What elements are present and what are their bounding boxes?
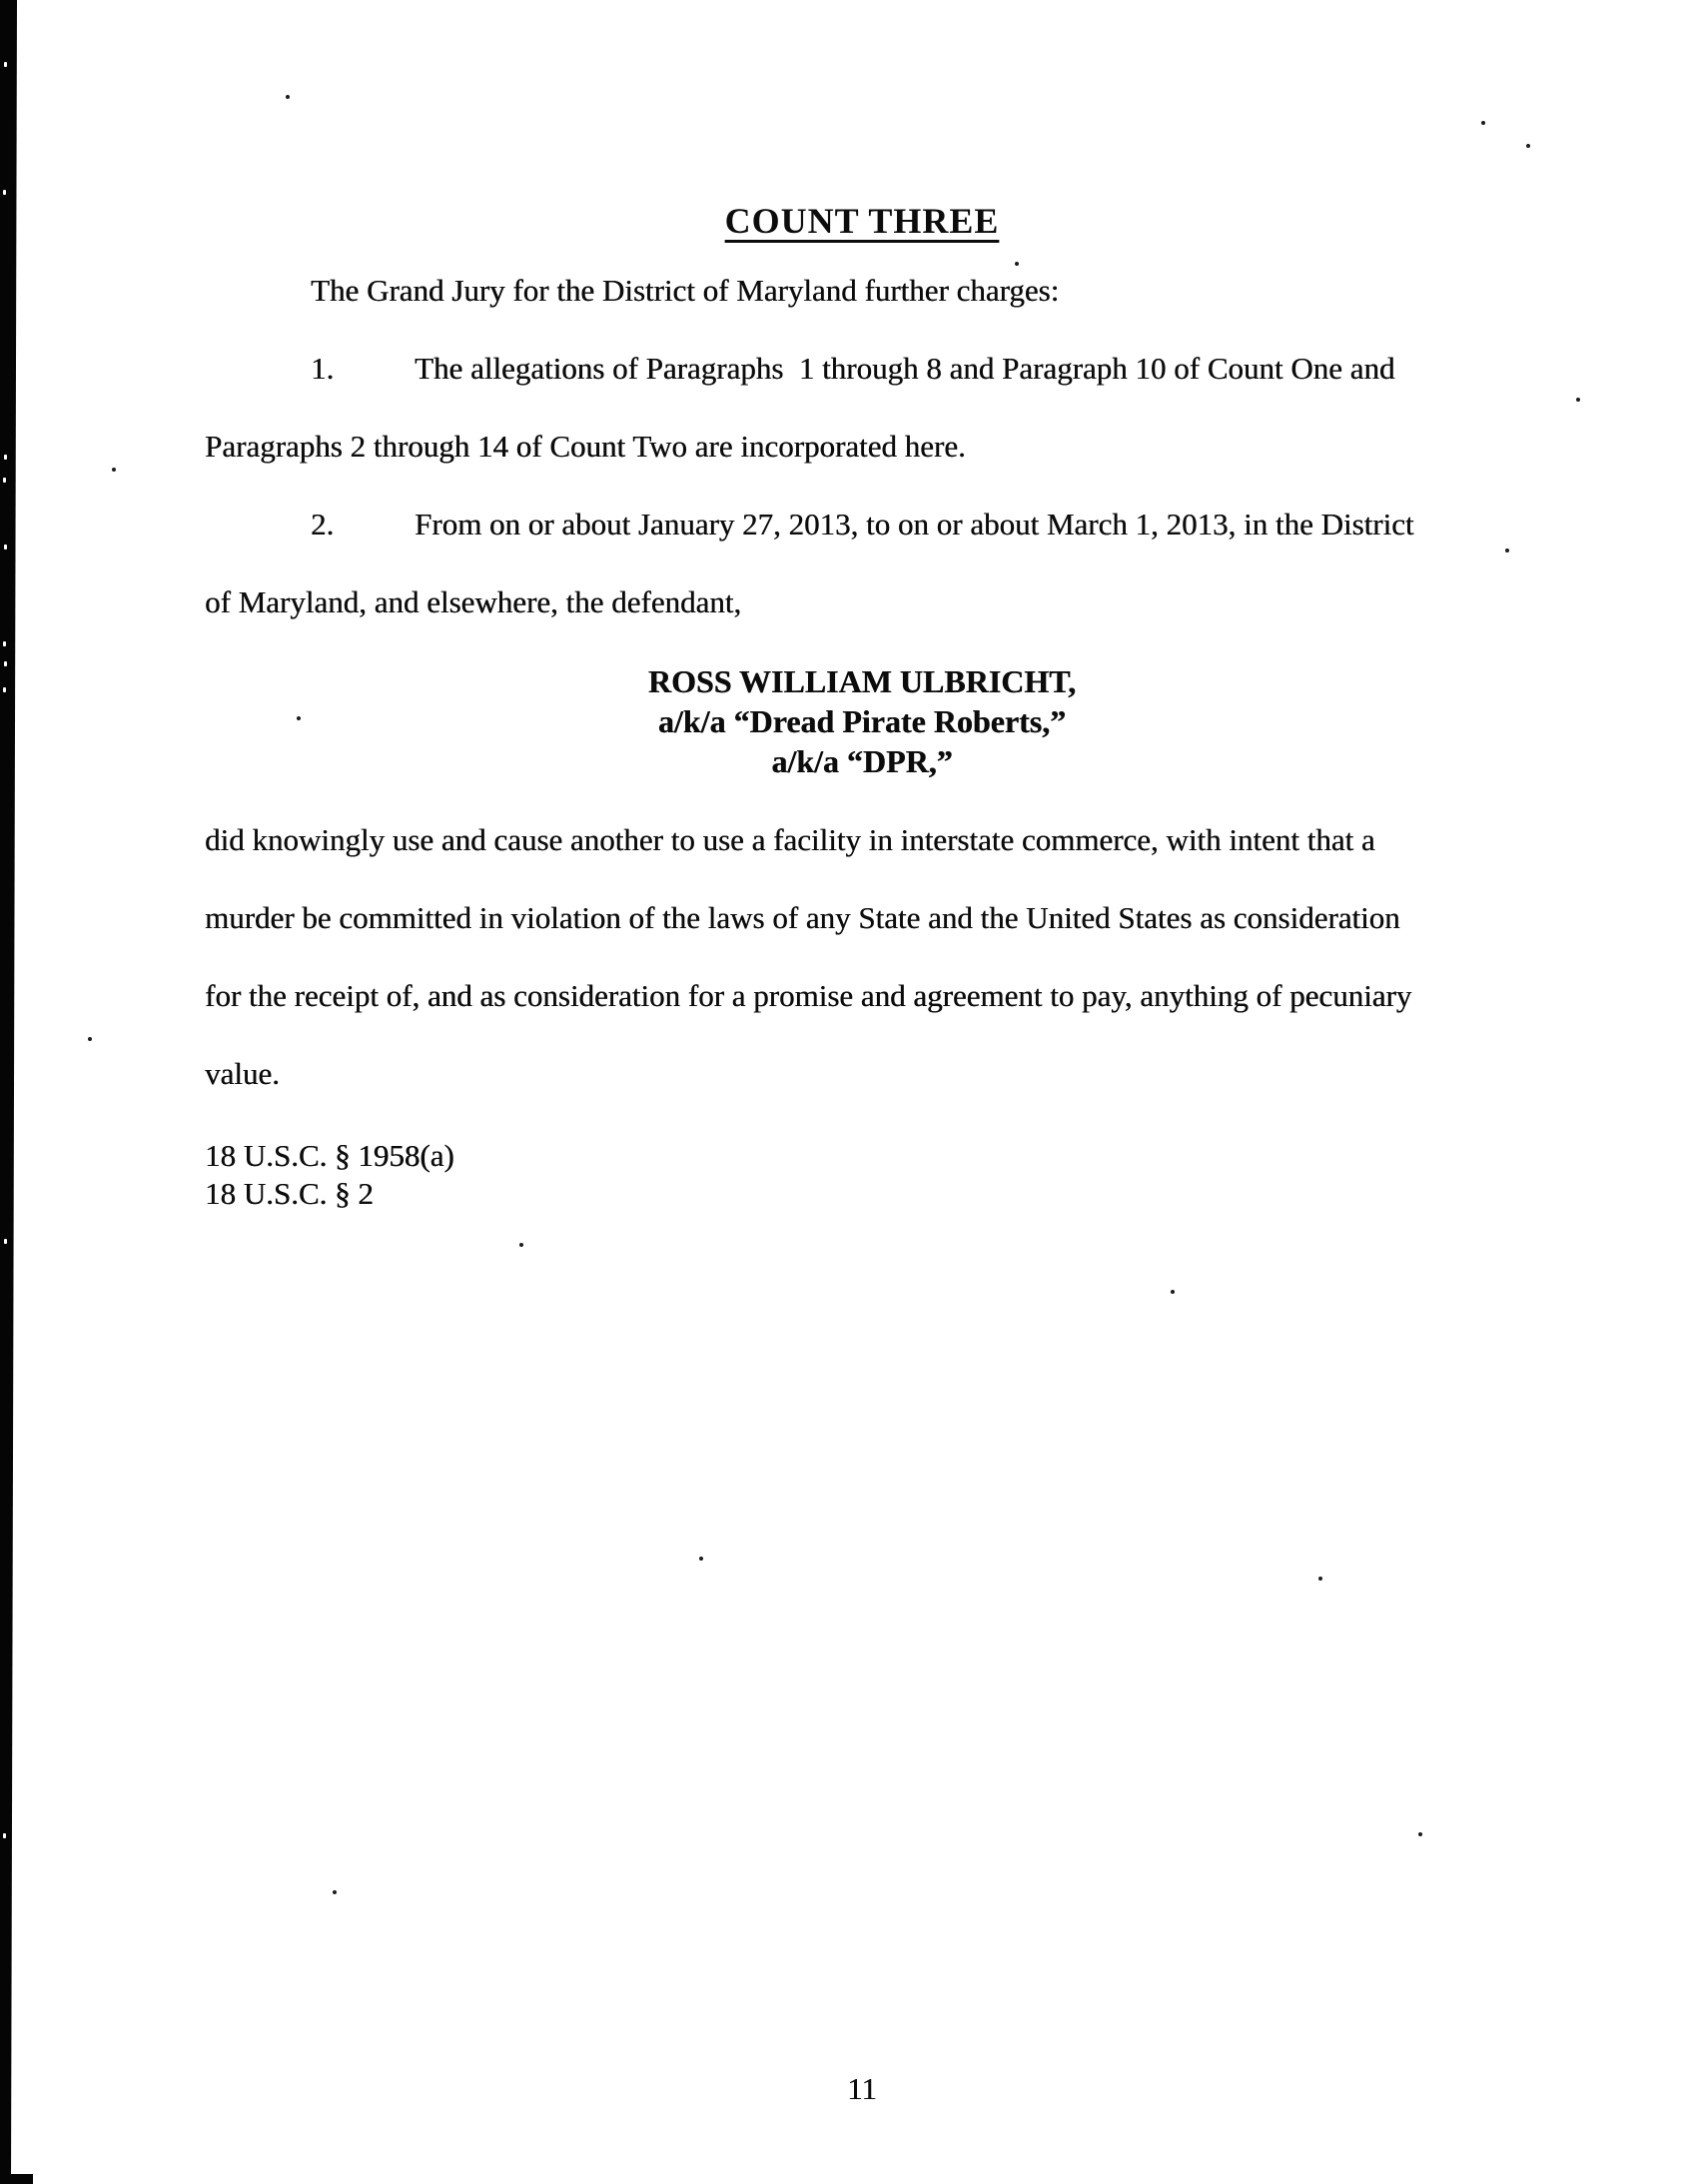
paragraph-1-number: 1. — [311, 351, 335, 386]
count-heading: COUNT THREE — [724, 201, 1000, 241]
defendant-name-row — [26, 665, 1698, 698]
scan-edge-artifact — [0, 0, 17, 2184]
paragraph-2-number: 2. — [311, 507, 335, 542]
charge-body-line-4: value. — [205, 1056, 280, 1091]
paragraph-2-line-2: of Maryland, and elsewhere, the defendant, — [205, 584, 742, 619]
grand-jury-intro: The Grand Jury for the District of Maryland further charges: — [311, 273, 1060, 308]
defendant-aka-1: a/k/a “Dread Pirate Roberts,” — [657, 703, 1067, 739]
defendant-aka-2: a/k/a “DPR,” — [771, 743, 953, 779]
count-heading-row — [26, 200, 1698, 242]
statute-citation-2: 18 U.S.C. § 2 — [205, 1176, 374, 1211]
scan-edge-nub — [9, 2174, 33, 2184]
paragraph-1-line-1: The allegations of Paragraphs 1 through 8 and Paragraph 10 of Count One and — [415, 351, 1395, 386]
defendant-name: ROSS WILLIAM ULBRICHT, — [647, 663, 1077, 699]
defendant-aka2-row — [26, 745, 1698, 778]
page-number: 11 — [847, 2071, 877, 2106]
paragraph-1-line-2: Paragraphs 2 through 14 of Count Two are incorporated here. — [205, 429, 966, 464]
scan-noise-specks — [0, 0, 4, 4]
charge-body-line-2: murder be committed in violation of the laws of any State and the United States as consideration — [205, 900, 1400, 935]
statute-citation-1: 18 U.S.C. § 1958(a) — [205, 1138, 454, 1173]
charge-body-line-3: for the receipt of, and as consideration for a promise and agreement to pay, anything of pecuniary — [205, 978, 1412, 1013]
paragraph-2-line-1: From on or about January 27, 2013, to on or about March 1, 2013, in the District — [415, 507, 1414, 542]
charge-body-line-1: did knowingly use and cause another to use a facility in interstate commerce, with intent that a — [205, 822, 1375, 857]
defendant-aka1-row — [26, 705, 1698, 738]
page-number-row — [26, 2072, 1698, 2105]
